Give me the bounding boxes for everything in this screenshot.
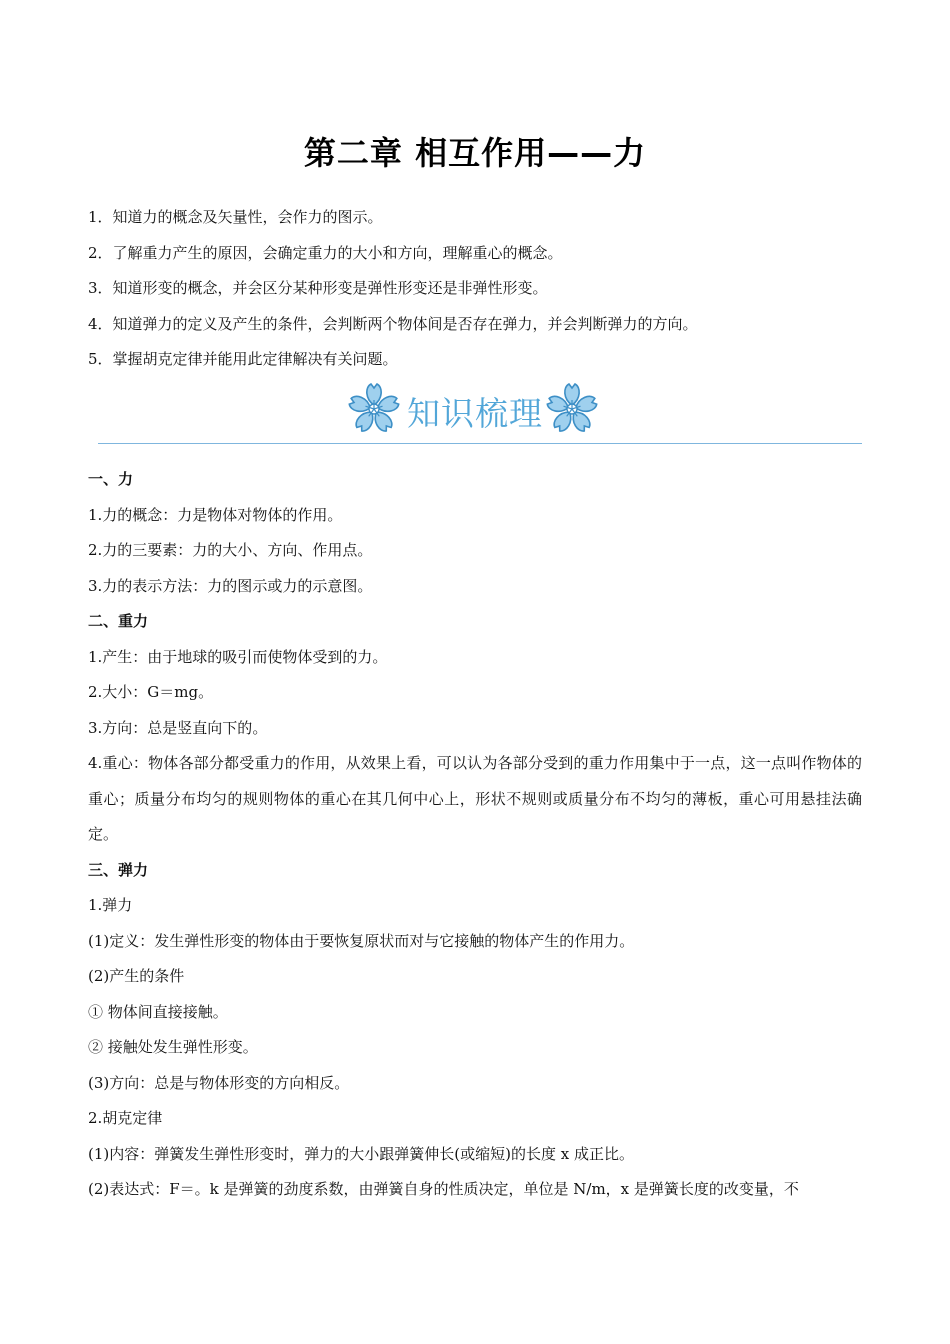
content-line: ① 物体间直接接触。 [88, 1002, 228, 1021]
content-line: (1)定义：发生弹性形变的物体由于要恢复原状而对与它接触的物体产生的作用力。 [88, 931, 635, 950]
objective-item: 1．知道力的概念及矢量性，会作力的图示。 [88, 208, 383, 226]
knowledge-content [88, 462, 862, 1208]
content-line: (2)表达式：F＝。k 是弹簧的劲度系数，由弹簧自身的性质决定，单位是 N/m，x 是弹簧长度的改变量，不 [88, 1180, 799, 1198]
content-line: 2.力的三要素：力的大小、方向、作用点。 [88, 541, 373, 559]
section-gravity [88, 604, 862, 853]
content-line: (1)内容：弹簧发生弹性形变时，弹力的大小跟弹簧伸长(或缩短)的长度 x 成正比。 [88, 1144, 634, 1163]
objective-item: 3．知道形变的概念，并会区分某种形变是弹性形变还是非弹性形变。 [88, 279, 548, 297]
content-line: 1.产生：由于地球的吸引而使物体受到的力。 [88, 647, 388, 666]
content-line: 1.力的概念：力是物体对物体的作用。 [88, 505, 343, 524]
objective-item: 5．掌握胡克定律并能用此定律解决有关问题。 [88, 350, 398, 368]
section-heading: 三、弹力 [88, 860, 149, 879]
content-line: 2.大小：G＝mg。 [88, 683, 214, 701]
learning-objectives [88, 200, 868, 378]
banner-title: 知识梳理 [407, 394, 543, 433]
content-line: 3.力的表示方法：力的图示或力的示意图。 [88, 576, 373, 595]
content-line: ② 接触处发生弹性形变。 [88, 1038, 258, 1056]
content-line: (2)产生的条件 [88, 967, 185, 985]
content-line: 3.方向：总是竖直向下的。 [88, 718, 268, 737]
flower-icon [347, 382, 401, 436]
section-force [88, 462, 862, 604]
section-heading: 一、力 [88, 470, 134, 488]
section-heading: 二、重力 [88, 612, 149, 630]
flower-icon [545, 382, 599, 436]
knowledge-banner [345, 380, 605, 442]
section-divider [98, 443, 862, 444]
content-paragraph: 4.重心：物体各部分都受重力的作用，从效果上看，可以认为各部分受到的重力作用集中于一点，这一点叫作物体的重心；质量分布均匀的规则物体的重心在其几何中心上，形状不规则或质量分布不均匀的薄板，重心可用悬挂法确定。 [88, 754, 862, 843]
objective-item: 2．了解重力产生的原因，会确定重力的大小和方向，理解重心的概念。 [88, 243, 563, 262]
chapter-title: 第二章 相互作用——力 [303, 134, 647, 172]
section-elastic-force [88, 853, 862, 1208]
content-line: 2.胡克定律 [88, 1109, 163, 1127]
objective-item: 4．知道弹力的定义及产生的条件，会判断两个物体间是否存在弹力，并会判断弹力的方向。 [88, 314, 698, 333]
content-line: (3)方向：总是与物体形变的方向相反。 [88, 1073, 350, 1092]
content-line: 1.弹力 [88, 896, 133, 914]
